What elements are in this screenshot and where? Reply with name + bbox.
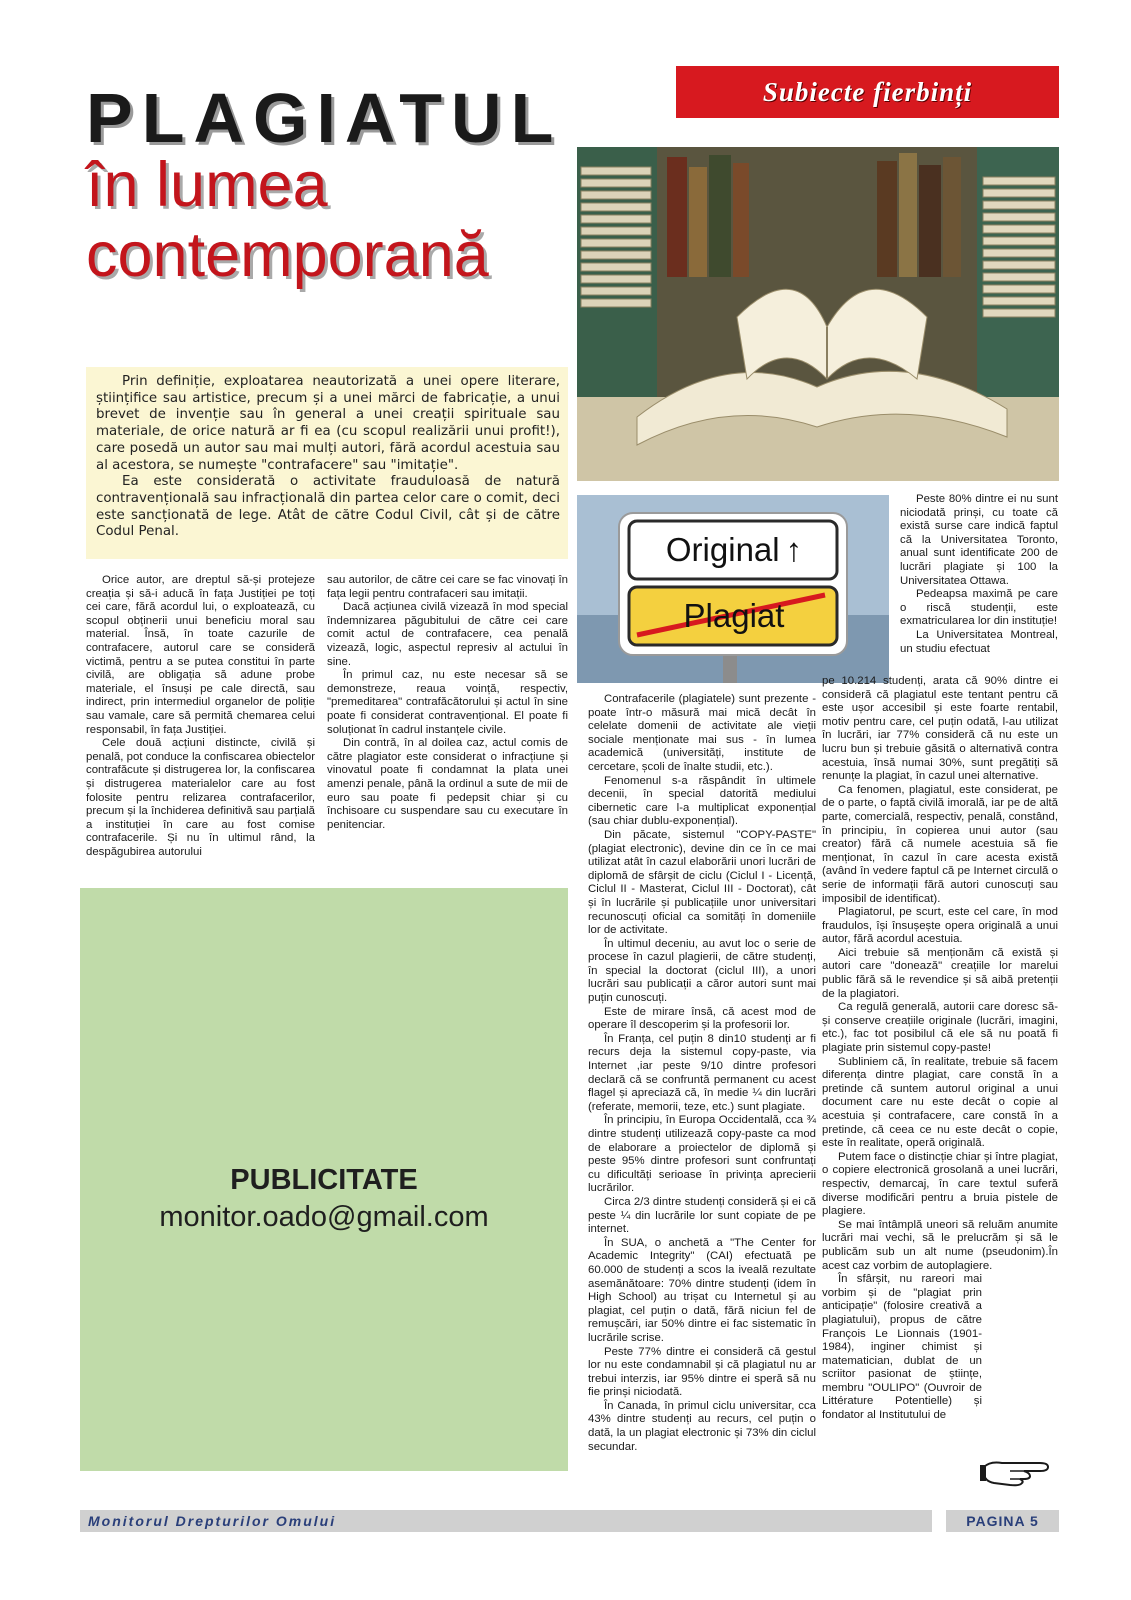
body-paragraph: În Canada, în primul ciclu universitar, cca 43% dintre studenți au recurs, cel puțin o dată, la un plagiat electronic și 73% din ciclul secundar. [588, 1399, 816, 1453]
body-paragraph: pe 10.214 studenți, arata că 90% dintre ei consideră că plagiatul este tentant pentru că este ușor accesibil și este foarte rentabil, motiv pentru care, cel puțin odată, l-au utilizat în lucrări, iar 77% consideră că nu este un lucru bun și trebuie găsită o alternativă contra acestuia, însă numai 30%, sunt pregătiți să renunțe la plagiat, în cazul unei alternative. [822, 675, 1058, 783]
body-paragraph: Peste 80% dintre ei nu sunt niciodată prinși, cu toate că există surse care indică faptul că la Universitatea Toronto, anual sunt identificate 200 de lucrări plagiate și 100 la Universitatea Ottawa. [900, 493, 1058, 587]
footer-publication: Monitorul Drepturilor Omului [80, 1510, 932, 1532]
body-paragraph: Din contră, în al doilea caz, actul comis de către plagiator este considerat o infracțiune și vinovatul poate fi condamnat la plata unei amenzi penale, până la ordinul a sute de mii de euro sau poate fi pedepsit chiar și cu închisoare cu suspendare sau cu executare în penitenciar. [327, 737, 568, 831]
body-paragraph: Orice autor, are dreptul să-și protejeze creația și să-i aducă în fața Justiției pe toți cei care, fără acordul lui, o exploatează, cu scopul obținerii unui beneficiu moral sau material. Însă, în toate cazurile de contrafacere, autorul care se consideră victimă, pentru a se putea constitui în parte civilă, are obligația să adune probe materiale, el însuși pe cale directă, sau indirect, prin intermediul organelor de poliție sau vamale, care să permită chemarea celui responsabil, în fața Justiției. [86, 574, 315, 736]
body-paragraph: Peste 77% dintre ei consideră că gestul lor nu este condamnabil și că plagiatul nu ar trebui interzis, iar 95% dintre ei speră să nu fie prinși niciodată. [588, 1345, 816, 1399]
body-paragraph: Putem face o distincție chiar și între plagiat, o copiere electronică grosolană a unei lucrări, respectiv, demarcaj, în care textul suferă diverse modificări pentru a bruia pistele de plagiere. [822, 1150, 1058, 1218]
page-number: PAGINA 5 [946, 1510, 1059, 1532]
pointing-hand-icon [980, 1455, 1054, 1487]
ad-email[interactable]: monitor.oado@gmail.com [159, 1201, 489, 1233]
advertisement-box [80, 888, 568, 1471]
body-paragraph: Se mai întâmplă uneori să reluăm anumite lucrări mai vechi, să le prelucrăm și să le publicăm sub un alt nume (pseudonim).În acest caz vorbim de autoplagiere. [822, 1218, 1058, 1272]
sign-original-label: Original [665, 531, 780, 568]
body-paragraph: În ultimul deceniu, au avut loc o serie de procese în cazul plagierii, de către studenți, în special la doctorat (ciclul III), a unori lucrări sau publicații a căror autori sunt mai puțin cunoscuți. [588, 937, 816, 1005]
column-4 [822, 675, 1058, 1423]
body-paragraph: Contrafacerile (plagiatele) sunt prezente - poate într-o măsură mai mică decât în celelate domenii de activitate ale vieții sociale menționate mai sus - în lumea academică (universități, institute de cercetare, școli de înalte studii, etc.). [588, 693, 816, 773]
sign-photo [577, 495, 889, 683]
body-paragraph: Circa 2/3 dintre studenți consideră și ei că peste ¼ din lucrările lor sunt copiate de pe internet. [588, 1195, 816, 1236]
body-paragraph: Aici trebuie să menționăm că există și autori care "donează" creațiile lor marelui public fără să le revendice și să aibă pretenții de la plagiatori. [822, 946, 1058, 1000]
body-paragraph: Pedeapsa maximă pe care o riscă studenții, este exmatricularea lor din instituție! [900, 588, 1058, 628]
ad-title: PUBLICITATE [230, 1164, 418, 1196]
column-2 [327, 574, 568, 832]
intro-paragraph: Prin definiție, exploatarea neautorizată a unei opere literare, științifice sau artistice, precum și a unei mărci de fabricație, a unui brevet de invenție sau în general a unei creații spirituale sau materiale, de orice natură ar fi ea (cu scopul realizării unui profit!), care posedă un autor sau mai mulți autori, fără acordul acestuia sau al acestora, se numește "contrafacere" sau "imitație". [96, 374, 560, 473]
body-paragraph: În SUA, o anchetă a "The Center for Academic Integrity" (CAI) efectuată pe 60.000 de studenți a scos la iveală rezultate asemănătoare: 70% dintre studenți (idem în High School) au trișat cu Internetul și au plagiat, cel puțin o dată, fără niciun fel de remușcări, iar 50% dintre ei fac sistematic în lucrările scrise. [588, 1236, 816, 1344]
column-1 [86, 574, 315, 859]
section-banner: Subiecte fierbinți [676, 66, 1059, 118]
body-paragraph: În primul caz, nu este necesar să se demonstreze, reaua voință, respectiv, "premeditarea" contrafăcătorului și actul în sine poate fi considerat contravențional. El poate fi soluționat în cadrul instanțele civile. [327, 669, 568, 736]
arrow-up-icon: ↑ [785, 531, 803, 568]
body-paragraph: sau autorilor, de către cei care se fac vinovați în fața legii pentru contrafaceri sau imitații. [327, 574, 568, 600]
body-paragraph: La Universitatea Montreal, un studiu efectuat [900, 628, 1058, 655]
body-paragraph: Ca fenomen, plagiatul, este considerat, pe de o parte, o faptă civilă imorală, iar pe de altă parte, comercială, respectiv, penală, constând, în principiu, în copierea unui autor (sau creator) fără că numele acestuia să fie menționat, în cazul în care acesta există (având în vedere faptul că pe Internet circulă o serie de informații fără autori cunoscuți sau imposibil de identificat). [822, 783, 1058, 905]
body-paragraph: În sfârșit, nu rareori mai vorbim și de "plagiat prin anticipație" (folosire creativă a plagiatului), propus de către François Le Lionnais (1901-1984), inginer chimist și matematician, dublat de un scriitor pasionat de științe, membru "OULIPO" (Ouvroir de Littérature Potentielle) și fondator al Institutului de [822, 1273, 982, 1422]
body-paragraph: Cele două acțiuni distincte, civilă și penală, pot conduce la confiscarea obiectelor contrafăcute și distrugerea lor, la confiscarea și distrugerea materialelor care au fost folosite pentru relizarea contrafacerilor, precum și la închiderea definitivă sau parțială a instituției în care au fost comise contrafacerile. Și nu în ultimul rând, la despăgubirea autorului [86, 737, 315, 858]
body-paragraph: Fenomenul s-a răspândit în ultimele decenii, în special datorită mediului cibernetic care l-a multiplicat exponențial (sau chiar dublu-exponențial). [588, 774, 816, 828]
column-3 [588, 693, 816, 1454]
body-paragraph: Subliniem că, în realitate, trebuie să facem diferența dintre plagiat, care constă în a pretinde că suntem autorul original a unui document care nu este decât o copie al acestuia și contrafacere, care constă în a pretinde, că ceea ce nu este decât o copie, este în realitate, operă originală. [822, 1055, 1058, 1150]
sign-text-original [639, 528, 829, 572]
body-paragraph: Este de mirare însă, că acest mod de operare îl descoperim și la profesorii lor. [588, 1005, 816, 1032]
body-paragraph: Ca regulă generală, autorii care doresc să-și conserve creațiile originale (lucrări, imagini, etc.), fac tot posibilul că ele să nu poată fi plagiate prin sistemul copy-paste! [822, 1001, 1058, 1055]
sign-plagiat-label: Plagiat [683, 597, 785, 634]
intro-box [86, 367, 568, 559]
article-subtitle: în lumea contemporană [86, 150, 489, 290]
body-paragraph: Plagiatorul, pe scurt, este cel care, în mod fraudulos, își însușește opera originală a unui autor, fără acordul acestuia. [822, 906, 1058, 946]
article-title: PLAGIATUL [86, 79, 563, 157]
column-4-top [900, 493, 1058, 656]
body-paragraph: Dacă acțiunea civilă vizează în mod special îndemnizarea păgubitului de către cei care comit actul de contrafacere, cea penală vizează, logic, aspectul represiv al actului în sine. [327, 601, 568, 668]
body-paragraph: În principiu, în Europa Occidentală, cca ¾ dintre studenți utilizează copy-paste ca mod de elaborare a proiectelor de diplomă și peste 95% dintre profesori sunt confruntați cu dificultăți serioase în privința aprecierii lucrărilor. [588, 1114, 816, 1195]
books-photo [577, 147, 1059, 481]
intro-paragraph: Ea este considerată o activitate frauduloasă de natură contravențională sau infracțională din partea celor care o comit, deci este sancționată de lege. Atât de către Codul Civil, cât și de către Codul Penal. [96, 474, 560, 540]
body-paragraph: În Franța, cel puțin 8 din10 studenți ar fi recurs deja la sistemul copy-paste, via Internet ,iar peste 9/10 dintre profesori declară că se confruntă permanent cu acest flagel și apreciază că, în medie ¼ din lucrări (referate, memorii, teze, etc.) sunt plagiate. [588, 1032, 816, 1113]
body-paragraph: Din păcate, sistemul "COPY-PASTE" (plagiat electronic), devine din ce în ce mai utilizat atât în cazul elaborării unori lucrări de diplomă de sfârșit de ciclu (Ciclul I - Licență, Ciclul II - Masterat, Ciclul III - Doctorat), cât și în lucrările și publicațiile unor universitari recunoscuți oficial ca somități în domeniile lor de activitate. [588, 828, 816, 937]
